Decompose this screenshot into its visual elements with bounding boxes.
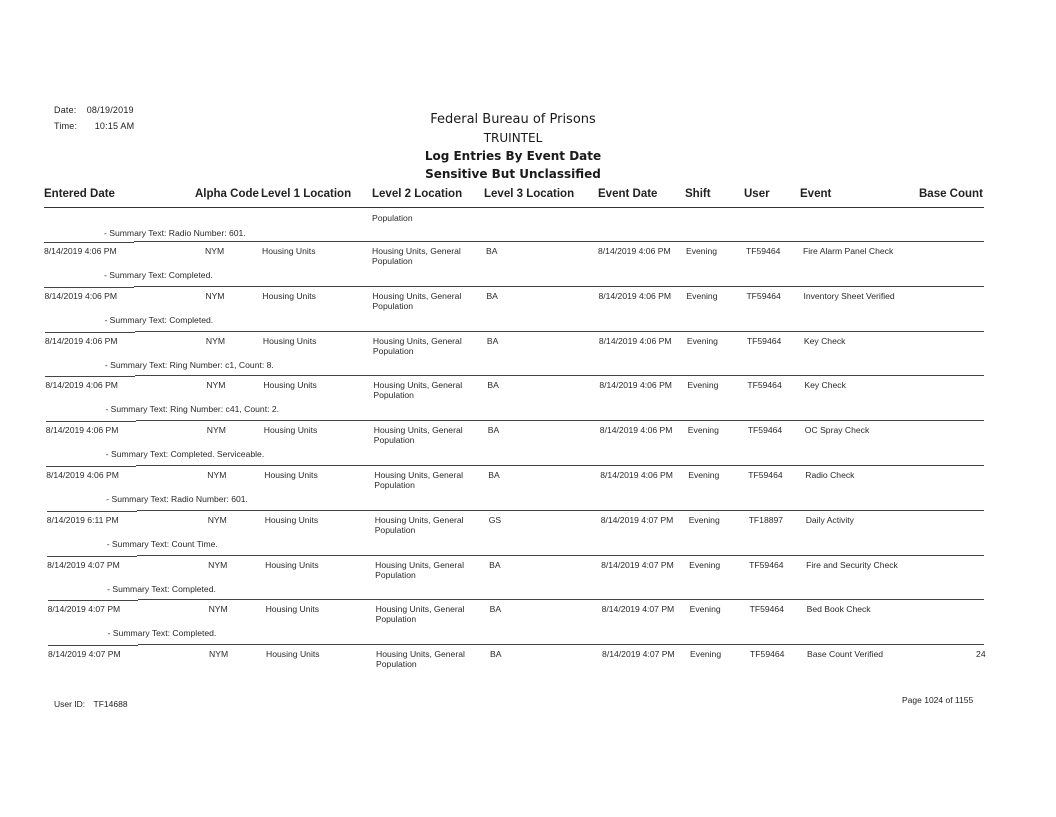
summary-text: - Summary Text: Completed. (107, 628, 217, 639)
event-date: 8/14/2019 4:06 PM (599, 425, 673, 436)
user: TF59464 (747, 380, 782, 391)
row-rule-right (138, 599, 984, 600)
row-rule-right (134, 286, 984, 287)
level1-location: Housing Units (265, 559, 319, 570)
report-title: Log Entries By Event Date (424, 149, 602, 163)
col-base-count: Base Count (919, 188, 983, 200)
classification: Sensitive But Unclassified (425, 167, 601, 181)
event-date: 8/14/2019 4:06 PM (599, 380, 672, 391)
entered-date: 8/14/2019 4:06 PM (44, 246, 117, 256)
shift: Evening (687, 425, 719, 436)
event: Radio Check (805, 470, 855, 480)
event-date: 8/14/2019 4:07 PM (601, 559, 674, 570)
user: TF59464 (746, 246, 781, 256)
event: Bed Book Check (806, 604, 871, 615)
system-title: TRUINTEL (483, 131, 543, 145)
level1-location: Housing Units (264, 514, 319, 525)
level1-location: Housing Units (262, 335, 317, 346)
row-rule-right (135, 375, 984, 376)
user: TF59464 (749, 559, 784, 570)
col-level3: Level 3 Location (484, 188, 575, 200)
entered-date: 8/14/2019 4:07 PM (48, 649, 121, 660)
level2-location: Housing Units, General Population (374, 470, 464, 490)
alpha-code: NYM (208, 559, 228, 570)
alpha-code: NYM (205, 335, 225, 346)
row-rule-right (134, 241, 984, 242)
date-value: 08/19/2019 (86, 105, 134, 115)
col-alpha-code: Alpha Code (195, 188, 259, 200)
summary-text: - Summary Text: Completed. Serviceable. (105, 449, 265, 460)
col-event: Event (800, 188, 832, 200)
user: TF59464 (748, 470, 783, 480)
event-date: 8/14/2019 4:07 PM (602, 649, 675, 660)
event: Key Check (804, 380, 846, 391)
row-rule-left (44, 242, 134, 243)
alpha-code: NYM (205, 290, 225, 301)
row-rule-left (47, 556, 137, 557)
row-rule-right (137, 555, 984, 556)
level1-location: Housing Units (262, 246, 316, 256)
level3-location: BA (489, 559, 501, 570)
shift: Evening (689, 559, 721, 570)
level2-location: Housing Units, General Population (376, 649, 465, 670)
row-rule-left (46, 466, 136, 467)
user-id-label: User ID: (54, 699, 86, 709)
event-date: 8/14/2019 4:06 PM (598, 335, 672, 346)
footer-user-id (54, 699, 128, 709)
alpha-code: NYM (209, 649, 229, 660)
entered-date: 8/14/2019 6:11 PM (46, 514, 119, 525)
level1-location: Housing Units (263, 425, 318, 436)
header-rule (44, 207, 984, 208)
level1-location: Housing Units (264, 470, 318, 480)
level3-location: BA (487, 425, 500, 436)
entered-date: 8/14/2019 4:06 PM (44, 335, 118, 346)
level3-location: BA (486, 335, 499, 346)
row-rule-left (45, 332, 135, 333)
event-date: 8/14/2019 4:07 PM (601, 604, 675, 615)
shift: Evening (688, 470, 720, 480)
level3-location: BA (488, 470, 500, 480)
table-header (0, 188, 1056, 206)
row-rule-left (48, 645, 138, 646)
user: TF59464 (746, 335, 782, 346)
shift: Evening (689, 604, 721, 615)
alpha-code: NYM (207, 514, 227, 525)
org-title: Federal Bureau of Prisons (430, 112, 596, 127)
date-label: Date: (54, 105, 77, 115)
level3-location: BA (487, 380, 499, 391)
row-rule-left (46, 421, 136, 422)
level3-location: BA (486, 246, 498, 256)
col-shift: Shift (685, 188, 711, 200)
user: TF59464 (749, 604, 784, 615)
level1-location: Housing Units (266, 649, 320, 660)
row-rule-right (136, 465, 984, 466)
level2-location: Housing Units, General Population (375, 559, 464, 580)
user: TF59464 (750, 649, 785, 660)
event: Daily Activity (805, 514, 854, 525)
summary-text: - Summary Text: Completed. (104, 314, 214, 325)
summary-text: - Summary Text: Completed. (107, 583, 216, 594)
shift: Evening (686, 246, 718, 256)
level2-location: Housing Units, General Population (372, 246, 461, 266)
level2-location: Housing Units, General Population (372, 335, 462, 356)
event-date: 8/14/2019 4:07 PM (600, 514, 674, 525)
user: TF59464 (746, 290, 781, 301)
col-level2: Level 2 Location (372, 188, 463, 200)
user-id-value: TF14688 (93, 699, 128, 709)
col-user: User (744, 188, 770, 200)
entered-date: 8/14/2019 4:06 PM (46, 470, 119, 480)
row-rule-left (47, 511, 137, 512)
event-date: 8/14/2019 4:06 PM (598, 290, 672, 301)
row-rule-right (137, 510, 984, 511)
row-rule-right (138, 644, 984, 645)
shift: Evening (687, 380, 719, 391)
shift: Evening (686, 290, 718, 301)
carryover-level2: Population (372, 213, 413, 223)
level1-location: Housing Units (265, 604, 320, 615)
level2-location: Housing Units, General Population (374, 514, 464, 535)
time-label: Time: (54, 121, 78, 131)
level1-location: Housing Units (262, 290, 316, 301)
entered-date: 8/14/2019 4:06 PM (45, 380, 118, 391)
summary-text: - Summary Text: Radio Number: 601. (106, 494, 248, 504)
event: OC Spray Check (804, 425, 870, 436)
level3-location: GS (488, 514, 502, 525)
alpha-code: NYM (208, 604, 228, 615)
level2-location: Housing Units, General Population (373, 425, 463, 446)
event: Fire and Security Check (806, 559, 898, 570)
summary-text: - Summary Text: Ring Number: c41, Count: 2. (105, 404, 280, 415)
entered-date: 8/14/2019 4:06 PM (45, 425, 119, 436)
row-rule-left (44, 287, 134, 288)
time-value: 10:15 AM (94, 121, 135, 131)
event: Key Check (803, 335, 846, 346)
summary-text: - Summary Text: Ring Number: c1, Count: 8. (104, 359, 274, 370)
user: TF59464 (747, 425, 783, 436)
base-count: 24 (976, 649, 986, 660)
entered-date: 8/14/2019 4:07 PM (47, 559, 120, 570)
col-entered-date: Entered Date (44, 188, 115, 200)
col-event-date: Event Date (598, 188, 658, 200)
alpha-code: NYM (206, 380, 226, 391)
event-date: 8/14/2019 4:06 PM (600, 470, 673, 480)
row-rule-right (135, 331, 984, 332)
summary-text: - Summary Text: Completed. (104, 270, 213, 280)
user: TF18897 (748, 514, 784, 525)
shift: Evening (688, 514, 720, 525)
page-number: Page 1024 of 1155 (902, 695, 974, 705)
level2-location: Housing Units, General Population (375, 604, 465, 625)
alpha-code: NYM (207, 470, 227, 480)
alpha-code: NYM (206, 425, 226, 436)
level3-location: BA (489, 604, 502, 615)
row-rule-left (45, 376, 135, 377)
summary-text: - Summary Text: Count Time. (106, 538, 218, 549)
carryover-summary: - Summary Text: Radio Number: 601. (104, 228, 246, 238)
entered-date: 8/14/2019 4:07 PM (47, 604, 121, 615)
shift: Evening (686, 335, 718, 346)
level1-location: Housing Units (263, 380, 317, 391)
row-rule-left (48, 600, 138, 601)
row-rule-right (136, 420, 984, 421)
level3-location: BA (486, 290, 498, 301)
entered-date: 8/14/2019 4:06 PM (44, 290, 118, 301)
event-date: 8/14/2019 4:06 PM (598, 246, 671, 256)
event: Fire Alarm Panel Check (803, 246, 894, 256)
event: Inventory Sheet Verified (803, 290, 895, 301)
level2-location: Housing Units, General Population (372, 290, 462, 311)
shift: Evening (690, 649, 722, 660)
alpha-code: NYM (205, 246, 225, 256)
event: Base Count Verified (807, 649, 884, 660)
level3-location: BA (490, 649, 502, 660)
col-level1: Level 1 Location (261, 188, 352, 200)
level2-location: Housing Units, General Population (373, 380, 463, 401)
